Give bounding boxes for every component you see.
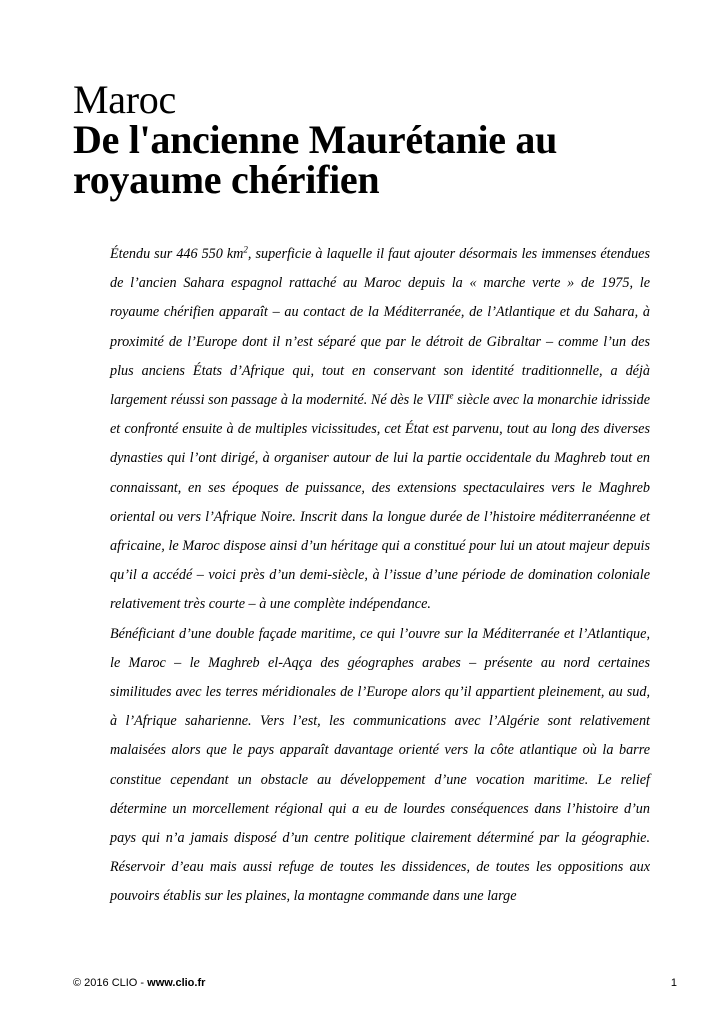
body-text (110, 240, 650, 912)
page-title: Maroc (73, 77, 176, 122)
paragraph-1-part-2: , superficie à laquelle il faut ajouter désormais les immenses étendues de l’ancien Sahara espagnol rattaché au Maroc depuis la « marche verte » de 1975, le royaume chérifien apparaît – au contact de la Méditerranée, de l’Atlantique et du Sahara, à proximité de l’Europe dont il n’est séparé que par le détroit de Gibraltar – comme l’un des plus anciens États d’Afrique qui, tout en conservant son identité traditionnelle, a déjà largement réussi son passage à la modernité. Né dès le VIII (110, 246, 650, 409)
page-subtitle-line2: royaume chérifien (73, 157, 380, 202)
superscript-e: e (449, 390, 454, 401)
superscript-2: 2 (243, 244, 248, 255)
page-subtitle-line1: De l'ancienne Maurétanie au (73, 117, 558, 162)
paragraph-1 (110, 240, 650, 620)
footer-url-link[interactable]: www.clio.fr (147, 977, 206, 989)
paragraph-1-part-1: Étendu sur 446 550 km (110, 246, 244, 262)
paragraph-2: Bénéficiant d’une double façade maritime, ce qui l’ouvre sur la Méditerranée et l’Atlantique, le Maroc – le Maghreb el-Aqça des géographes arabes – présente au nord certaines similitudes avec les terres méridionales de l’Europe alors qu’il appartient pleinement, au sud, à l’Afrique saharienne. Vers l’est, les communications avec l’Algérie sont relativement malaisées alors que le pays apparaît davantage orienté vers la côte atlantique où la barre constitue cependant un obstacle au développement d’une vocation maritime. Le relief détermine un morcellement régional qui a eu de lourdes conséquences dans l’histoire d’un pays qui n’a jamais disposé d’un centre politique clairement déterminé par la géographie. Réservoir d’eau mais aussi refuge de toutes les dissidences, de toutes les oppositions aux pouvoirs établis sur les plaines, la montagne commande dans une large (110, 625, 650, 905)
title-block (73, 77, 673, 202)
footer-copyright-text: © 2016 CLIO - (73, 977, 148, 989)
paragraph-1-part-3: siècle avec la monarchie idrisside et confronté ensuite à de multiples vicissitudes, cet État est parvenu, tout au long des diverses dynasties qui l’ont dirigé, à organiser autour de lui la partie occidentale du Maghreb tout en connaissant, en ses époques de puissance, des extensions spectaculaires vers le Maghreb oriental ou vers l’Afrique Noire. Inscrit dans la longue durée de l’histoire méditerranéenne et africaine, le Maroc dispose ainsi d’un héritage qui a constitué pour lui un atout majeur depuis qu’il a accédé – voici près d’un demi-siècle, à l’issue d’une période de domination coloniale relativement très courte – à une complète indépendance. (110, 392, 650, 613)
footer-copyright (73, 976, 205, 990)
page-number: 1 (670, 977, 677, 989)
